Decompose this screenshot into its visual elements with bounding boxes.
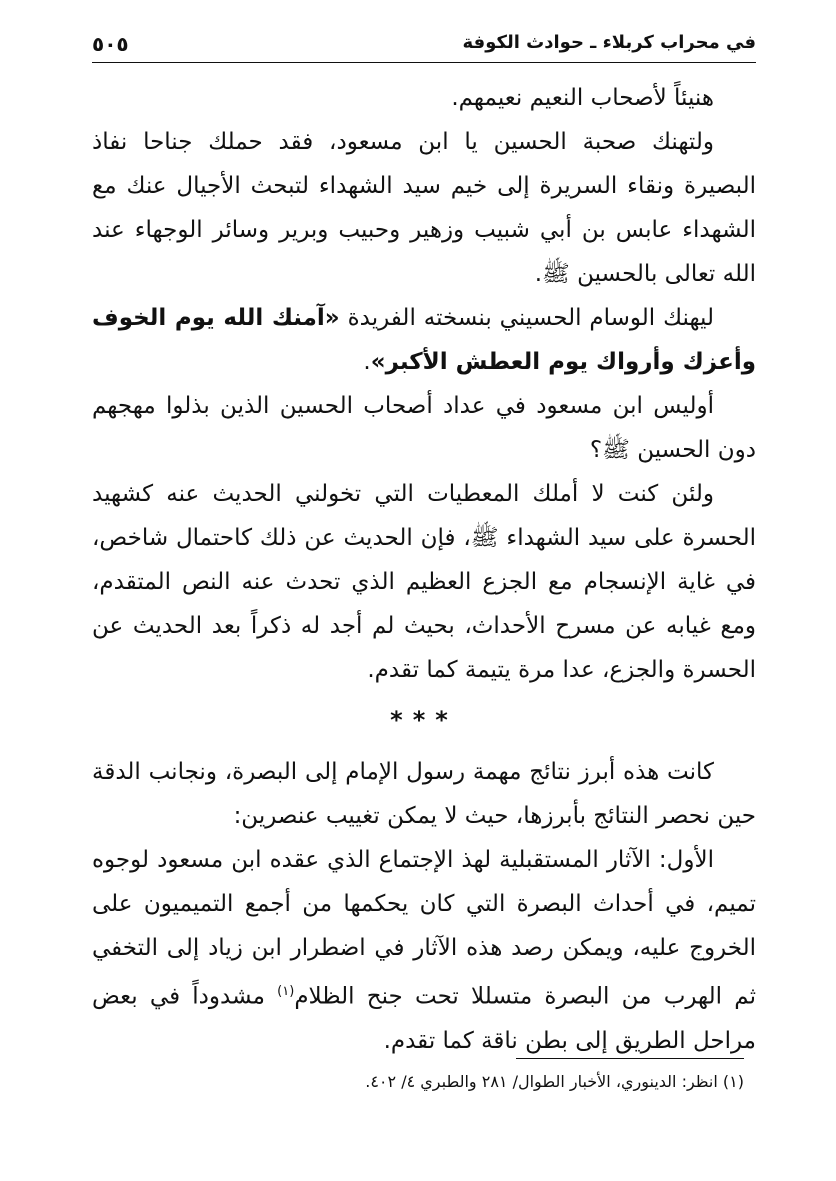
paragraph: ولئن كنت لا أملك المعطيات التي تخولني الحديث عنه كشهيد الحسرة على سيد الشهداء ﷺ، فإن الحديث عن ذلك كاحتمال شاخص، في غاية الإنسجام مع الجزع العظيم الذي تحدث عنه النص المتقدم، ومع غيابه عن مسرح الأحداث، بحيث لم أجد له ذكراً بعد الحديث عن الحسرة والجزع، عدا مرة يتيمة كما تقدم. bbox=[92, 481, 756, 683]
paragraph-text: الأول: الآثار المستقبلية لهذ الإجتماع الذي عقده ابن مسعود لوجوه تميم، في أحداث البصرة التي كان يحكمها من أجمع التميميون على الخروج عليه، ويمكن رصد هذه الآثار في اضطرار ابن زياد إلى التخفي ثم الهرب من البصرة متسللا تحت جنح الظلام bbox=[92, 847, 756, 1010]
paragraph-end: مشدوداً في بعض مراحل الطريق إلى بطن ناقة كما تقدم. bbox=[92, 983, 756, 1054]
paragraph: ولتهنك صحبة الحسين يا ابن مسعود، فقد حملك جناحا نفاذ البصيرة ونقاء السريرة إلى خيم سيد الشهداء لتبحث الأجيال عنك مع الشهداء عابس بن أبي شبيب وزهير وحبيب وبرير وسائر الوجهاء عند الله تعالى بالحسين ﷺ. bbox=[92, 129, 756, 287]
paragraph bbox=[92, 296, 756, 384]
paragraph: كانت هذه أبرز نتائج مهمة رسول الإمام إلى البصرة، ونجانب الدقة حين نحصر النتائج بأبرزها، حيث لا يمكن تغييب عنصرين: bbox=[92, 759, 756, 829]
page-number: ٥٠٥ bbox=[92, 32, 129, 56]
footnote-divider bbox=[516, 1058, 744, 1059]
body-text bbox=[92, 76, 756, 1063]
footnote-reference: (١) bbox=[277, 984, 295, 999]
section-separator: *** bbox=[390, 706, 458, 734]
paragraph-end: . bbox=[363, 349, 371, 375]
quoted-phrase: «آمنك الله يوم الخوف وأعزك وأرواك يوم العطش الأكبر» bbox=[92, 305, 756, 375]
paragraph bbox=[92, 838, 756, 1063]
paragraph-text: ليهنك الوسام الحسيني بنسخته الفريدة bbox=[339, 305, 714, 331]
footnote: (١) انظر: الدينوري، الأخبار الطوال/ ٢٨١ والطبري ٤/ ٤٠٢. bbox=[365, 1072, 744, 1091]
paragraph: أوليس ابن مسعود في عداد أصحاب الحسين الذين بذلوا مهجهم دون الحسين ﷺ؟ bbox=[92, 393, 756, 463]
page-header bbox=[92, 28, 756, 63]
paragraph: هنيئاً لأصحاب النعيم نعيمهم. bbox=[451, 85, 714, 111]
running-title: في محراب كربلاء ـ حوادث الكوفة bbox=[462, 32, 756, 53]
